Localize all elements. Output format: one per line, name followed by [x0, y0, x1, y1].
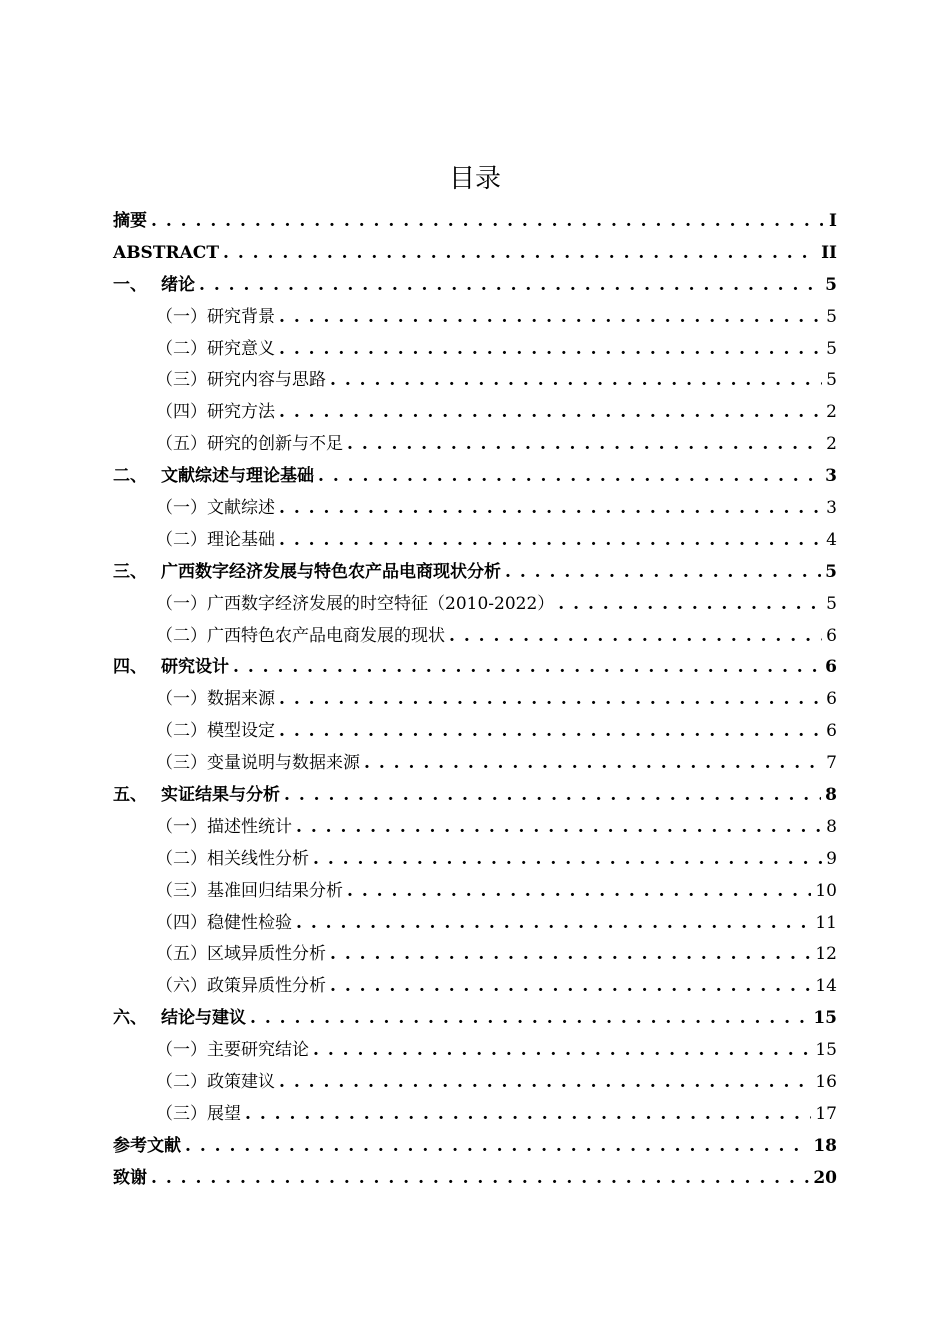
toc-page-number: 6	[826, 625, 837, 646]
toc-page-number: 8	[825, 785, 837, 806]
toc-page-number: 3	[825, 466, 837, 487]
toc-section-entry[interactable]	[113, 493, 837, 525]
toc-section-entry[interactable]	[113, 397, 837, 429]
toc-page-number: 16	[815, 1072, 837, 1093]
toc-page-number: 2	[826, 434, 837, 455]
toc-dot-leader	[347, 429, 822, 461]
toc-entry-title: 主要研究结论	[207, 1040, 309, 1061]
toc-entry-title: 基准回归结果分析	[207, 880, 343, 901]
toc-page-number: 5	[826, 306, 837, 327]
toc-section-entry[interactable]	[113, 812, 837, 844]
toc-entry-title: 政策异质性分析	[207, 976, 326, 997]
toc-entry-title: 研究内容与思路	[207, 370, 326, 391]
toc-page-number: 9	[826, 848, 837, 869]
toc-page-number: 6	[826, 689, 837, 710]
toc-chapter-entry[interactable]	[113, 270, 837, 302]
toc-entry-number: （三）	[156, 753, 207, 774]
toc-entry-title: 研究意义	[207, 338, 275, 359]
toc-page-number: 12	[815, 944, 837, 965]
toc-dot-leader	[279, 1067, 811, 1099]
toc-dot-leader	[279, 525, 822, 557]
toc-chapter-entry[interactable]	[113, 1003, 837, 1035]
toc-section-entry[interactable]	[113, 589, 837, 621]
toc-entry-title: 描述性统计	[207, 816, 292, 837]
toc-page-number: 15	[815, 1040, 837, 1061]
toc-dot-leader	[330, 971, 811, 1003]
toc-section-entry[interactable]	[113, 525, 837, 557]
toc-entry-title: 数据来源	[207, 689, 275, 710]
toc-entry-number: （一）	[156, 306, 207, 327]
toc-chapter-entry[interactable]	[113, 461, 837, 493]
toc-dot-leader	[449, 621, 822, 653]
toc-entry-title: 模型设定	[207, 721, 275, 742]
toc-chapter-entry[interactable]	[113, 238, 837, 270]
toc-page-number: I	[829, 211, 837, 231]
toc-page-number: 2	[826, 402, 837, 423]
toc-dot-leader	[245, 1099, 811, 1131]
toc-section-entry[interactable]	[113, 1099, 837, 1131]
toc-dot-leader	[284, 780, 821, 812]
toc-dot-leader	[347, 876, 811, 908]
toc-section-entry[interactable]	[113, 1067, 837, 1099]
toc-dot-leader	[279, 684, 822, 716]
toc-page-number: 3	[826, 498, 837, 519]
toc-page-number: 4	[826, 529, 837, 550]
toc-page-number: 5	[825, 274, 837, 295]
toc-dot-leader	[279, 334, 822, 366]
toc-entry-title: 实证结果与分析	[161, 785, 280, 806]
toc-section-entry[interactable]	[113, 334, 837, 366]
toc-entry-number: （二）	[156, 721, 207, 742]
page-title: 目录	[448, 164, 501, 195]
toc-entry-title: 致谢	[113, 1167, 147, 1188]
toc-entry-number: （五）	[156, 434, 207, 455]
toc-entry-number: 五、	[113, 785, 147, 806]
toc-entry-number: （三）	[156, 880, 207, 901]
toc-page-number: 6	[825, 657, 837, 678]
toc-entry-title: 研究方法	[207, 402, 275, 423]
toc-entry-number: （二）	[156, 1072, 207, 1093]
toc-entry-number: 三、	[113, 561, 147, 582]
toc-chapter-entry[interactable]	[113, 1131, 837, 1163]
toc-entry-number: （二）	[156, 338, 207, 359]
toc-entry-number: （五）	[156, 944, 207, 965]
toc-entry-number: （四）	[156, 912, 207, 933]
toc-section-entry[interactable]	[113, 876, 837, 908]
toc-entry-number: （二）	[156, 625, 207, 646]
toc-dot-leader	[279, 302, 822, 334]
toc-page-number: 7	[826, 753, 837, 774]
toc-entry-number: 一、	[113, 274, 147, 295]
toc-entry-number: （三）	[156, 1103, 207, 1124]
table-of-contents	[113, 206, 837, 1195]
toc-page-number: 15	[813, 1008, 837, 1029]
toc-entry-number: （一）	[156, 498, 207, 519]
toc-dot-leader	[233, 652, 821, 684]
toc-entry-title: 广西数字经济发展的时空特征（2010-2022）	[207, 593, 555, 614]
toc-entry-title: 相关线性分析	[207, 848, 309, 869]
toc-entry-number: （二）	[156, 848, 207, 869]
toc-entry-number: （四）	[156, 402, 207, 423]
toc-section-entry[interactable]	[113, 302, 837, 334]
toc-entry-title: 广西数字经济发展与特色农产品电商现状分析	[161, 561, 501, 582]
toc-entry-title: 变量说明与数据来源	[207, 753, 360, 774]
toc-dot-leader	[250, 1003, 809, 1035]
toc-dot-leader	[279, 493, 822, 525]
toc-entry-number: （二）	[156, 529, 207, 550]
toc-page-number: 5	[825, 561, 837, 582]
toc-entry-title: 研究背景	[207, 306, 275, 327]
toc-dot-leader	[279, 397, 822, 429]
toc-dot-leader	[313, 844, 822, 876]
toc-section-entry[interactable]	[113, 908, 837, 940]
toc-entry-title: 广西特色农产品电商发展的现状	[207, 625, 445, 646]
toc-chapter-entry[interactable]	[113, 1163, 837, 1195]
toc-page-number: 5	[826, 593, 837, 614]
toc-section-entry[interactable]	[113, 971, 837, 1003]
toc-dot-leader	[505, 557, 821, 589]
toc-page-number: 14	[815, 976, 837, 997]
toc-entry-title: 研究的创新与不足	[207, 434, 343, 455]
toc-chapter-entry[interactable]	[113, 652, 837, 684]
toc-entry-title: ABSTRACT	[113, 242, 219, 263]
toc-page-number: 5	[826, 370, 837, 391]
toc-entry-number: （一）	[156, 593, 207, 614]
toc-dot-leader	[330, 365, 822, 397]
toc-dot-leader	[330, 939, 811, 971]
toc-entry-title: 展望	[207, 1103, 241, 1124]
toc-chapter-entry[interactable]	[113, 780, 837, 812]
toc-dot-leader	[151, 206, 823, 238]
toc-dot-leader	[364, 748, 822, 780]
toc-entry-number: （六）	[156, 976, 207, 997]
toc-entry-title: 理论基础	[207, 529, 275, 550]
toc-entry-title: 区域异质性分析	[207, 944, 326, 965]
toc-entry-title: 参考文献	[113, 1135, 181, 1156]
toc-section-entry[interactable]	[113, 621, 837, 653]
toc-entry-number: 二、	[113, 466, 147, 487]
toc-page-number: 10	[815, 880, 837, 901]
toc-entry-title: 研究设计	[161, 657, 229, 678]
toc-dot-leader	[313, 1035, 811, 1067]
toc-section-entry[interactable]	[113, 684, 837, 716]
toc-dot-leader	[199, 270, 821, 302]
toc-page-number: 5	[826, 338, 837, 359]
toc-entry-title: 结论与建议	[161, 1008, 246, 1029]
toc-dot-leader	[223, 238, 817, 270]
toc-section-entry[interactable]	[113, 844, 837, 876]
toc-section-entry[interactable]	[113, 748, 837, 780]
toc-page-number: 20	[813, 1167, 837, 1188]
toc-chapter-entry[interactable]	[113, 557, 837, 589]
toc-section-entry[interactable]	[113, 1035, 837, 1067]
toc-dot-leader	[151, 1163, 809, 1195]
toc-page-number: 8	[826, 816, 837, 837]
toc-entry-title: 文献综述	[207, 498, 275, 519]
toc-dot-leader	[185, 1131, 809, 1163]
toc-entry-number: （一）	[156, 816, 207, 837]
toc-entry-title: 文献综述与理论基础	[161, 466, 314, 487]
toc-dot-leader	[296, 812, 822, 844]
toc-entry-title: 绪论	[161, 274, 195, 295]
toc-entry-number: （一）	[156, 689, 207, 710]
toc-chapter-entry[interactable]	[113, 206, 837, 238]
toc-entry-number: 六、	[113, 1008, 147, 1029]
toc-dot-leader	[296, 908, 811, 940]
toc-page-number: 11	[815, 912, 837, 933]
toc-dot-leader	[279, 716, 822, 748]
toc-dot-leader	[558, 589, 822, 621]
toc-entry-number: 四、	[113, 657, 147, 678]
toc-section-entry[interactable]	[113, 939, 837, 971]
toc-page-number: 17	[815, 1103, 837, 1124]
toc-section-entry[interactable]	[113, 716, 837, 748]
toc-dot-leader	[318, 461, 821, 493]
toc-page-number: II	[821, 242, 837, 263]
toc-entry-title: 摘要	[113, 211, 147, 231]
toc-page-number: 6	[826, 721, 837, 742]
toc-entry-number: （三）	[156, 370, 207, 391]
toc-section-entry[interactable]	[113, 429, 837, 461]
toc-page-number: 18	[813, 1135, 837, 1156]
toc-entry-title: 政策建议	[207, 1072, 275, 1093]
toc-entry-title: 稳健性检验	[207, 912, 292, 933]
toc-entry-number: （一）	[156, 1040, 207, 1061]
toc-section-entry[interactable]	[113, 365, 837, 397]
